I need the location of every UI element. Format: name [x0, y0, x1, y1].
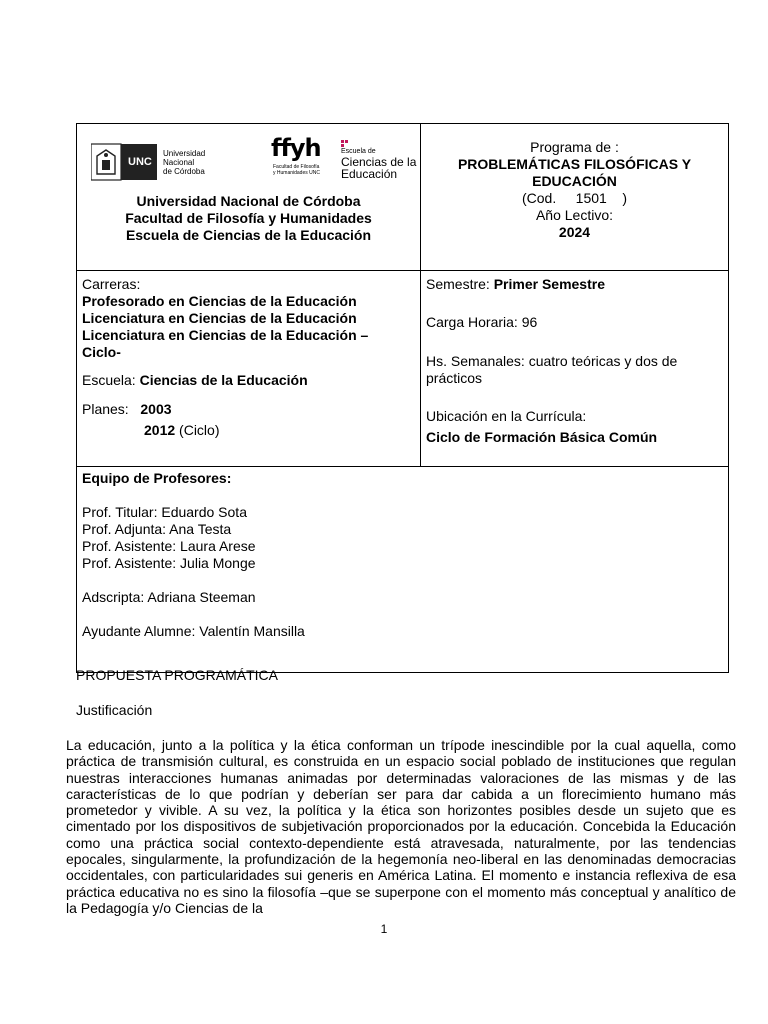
- carga-horaria: Carga Horaria: 96: [426, 314, 538, 330]
- equipo-member: Prof. Asistente: Julia Monge: [82, 555, 256, 571]
- year-label: Año Lectivo:: [535, 207, 614, 223]
- equipo-member: Prof. Adjunta: Ana Testa: [82, 521, 232, 537]
- equipo-member: Prof. Asistente: Laura Arese: [82, 538, 256, 554]
- ffyh-logo: [271, 134, 421, 184]
- planes-line: Planes: 2003: [82, 401, 172, 417]
- program-code: (Cod. 1501 ): [521, 190, 628, 206]
- semestre-cell: [421, 271, 729, 467]
- year-value: 2024: [558, 224, 591, 240]
- unc-badge: UNC: [128, 156, 152, 168]
- ubicacion-label: Ubicación en la Currícula:: [426, 408, 587, 424]
- equipo-member: Prof. Titular: Eduardo Sota: [82, 504, 247, 520]
- equipo-title: Equipo de Profesores:: [82, 470, 232, 486]
- program-header-table: [76, 123, 729, 673]
- logos: [91, 134, 417, 186]
- unc-logo: [91, 142, 221, 182]
- adscripta: Adscripta: Adriana Steeman: [82, 589, 256, 605]
- ffyh-mark: ffyh: [271, 134, 321, 162]
- program-title-line2: EDUCACIÓN: [532, 173, 617, 189]
- semestre-line: Semestre: Primer Semestre: [426, 276, 605, 292]
- carrera-item: Licenciatura en Ciencias de la Educación: [82, 310, 357, 326]
- unc-name: Universidad Nacional de Córdoba: [163, 149, 206, 176]
- program-label: Programa de :: [530, 139, 619, 155]
- equipo-cell: [77, 467, 729, 673]
- carrera-item: Ciclo-: [82, 344, 121, 360]
- institution-cell: [77, 124, 421, 271]
- program-cell: [421, 124, 729, 271]
- program-title-line1: PROBLEMÁTICAS FILOSÓFICAS Y: [457, 156, 692, 172]
- hs-semanales: Hs. Semanales: cuatro teóricas y dos de prácticos: [426, 353, 678, 386]
- carreras-label: Carreras:: [82, 276, 141, 292]
- school-name: Escuela de Ciencias de la Educación: [341, 148, 417, 181]
- ayudante: Ayudante Alumne: Valentín Mansilla: [82, 623, 305, 639]
- institution-name: Universidad Nacional de Córdoba Facultad de Filosofía y Humanidades Escuela de Ciencias de la Educación: [125, 193, 372, 243]
- carrera-item: Licenciatura en Ciencias de la Educación –: [82, 327, 369, 343]
- page-number: 1: [380, 922, 388, 936]
- subsection-title: Justificación: [76, 702, 153, 718]
- section-title: PROPUESTA PROGRAMÁTICA: [76, 667, 278, 683]
- school-dots-icon: [341, 140, 349, 148]
- carrera-item: Profesorado en Ciencias de la Educación: [82, 293, 357, 309]
- justification-paragraph: La educación, junto a la política y la ética conforman un trípode inescindible por la cual aquella, como práctica de transmisión cultural, es construida en un espacio social poblado de instituciones que regulan nuestras interacciones humanas animadas por determinadas valoraciones de las mismas y de las características de lo que podrían y deberían ser para dar cabida a un florecimiento humano más prometedor y vivible. A su vez, la política y la ética son horizontes posibles desde un sujeto que es cimentado por los dispositivos de subjetivación proporcionados por la educación. Concebida la Educación como una práctica social contexto-dependiente está atravesada, naturalmente, por las tendencias epocales, singularmente, la profundización de la hegemonía neo-liberal en las denominadas democracias occidentales, con particularidades sui generis en América Latina. El momento e instancia reflexiva de esa práctica educativa no es sino la filosofía –que se superpone con el momento más conceptual y analítico de la Pedagogía y/o Ciencias de la: [66, 737, 736, 916]
- plan2-line: 2012 (Ciclo): [144, 422, 220, 438]
- ubicacion-value: Ciclo de Formación Básica Común: [426, 429, 658, 445]
- carreras-cell: [77, 271, 421, 467]
- ffyh-subtitle: Facultad de Filosofía y Humanidades UNC: [273, 164, 320, 176]
- escuela-line: Escuela: Ciencias de la Educación: [82, 372, 308, 388]
